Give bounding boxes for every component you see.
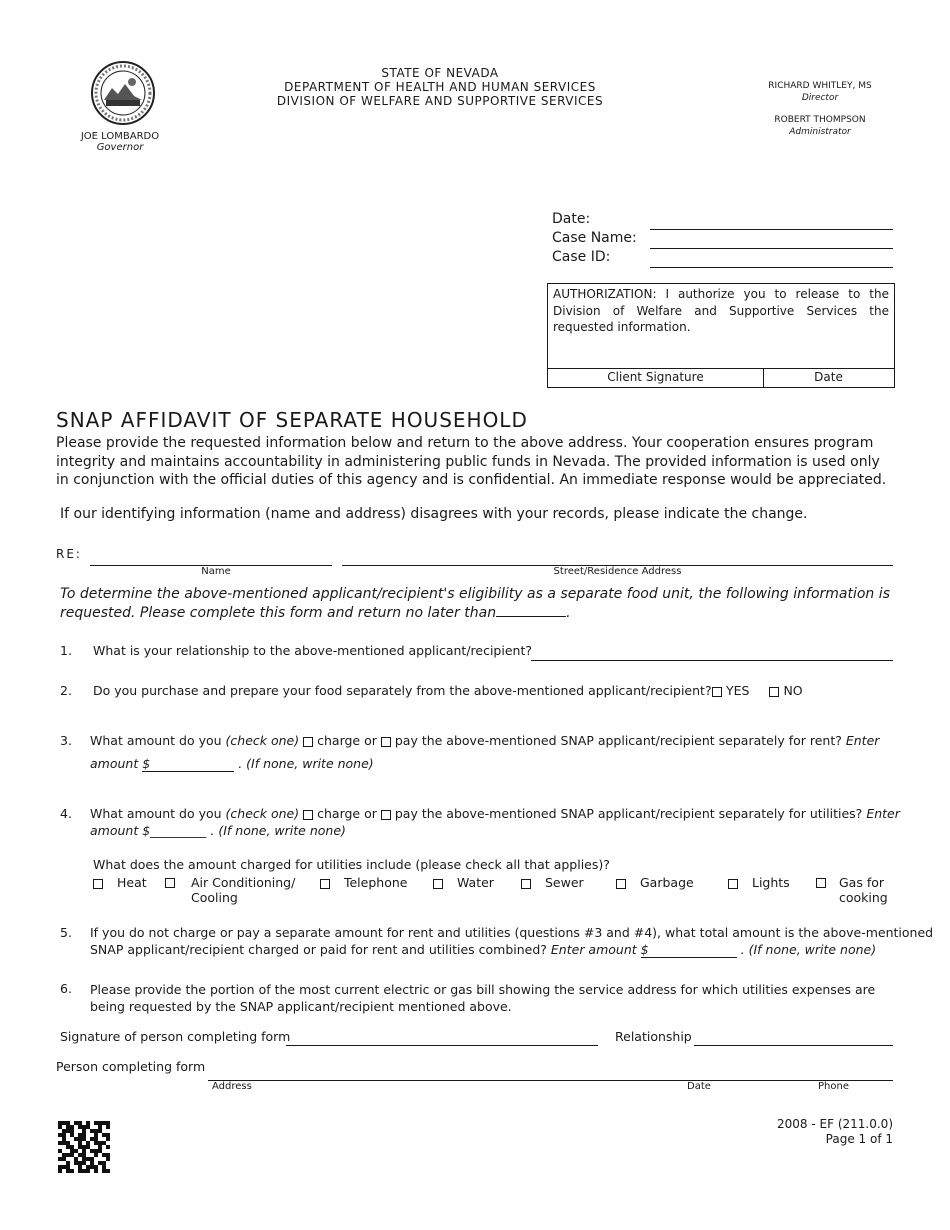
date-field[interactable] <box>650 229 893 230</box>
q4-pay-checkbox[interactable] <box>381 810 391 820</box>
q5-text-line1: If you do not charge or pay a separate amount for rent and utilities (questions #3 and #4), what total amount is the above-mentioned <box>90 925 934 940</box>
q6-text: Please provide the portion of the most current electric or gas bill showing the service address for which utilities expenses are being requested by the SNAP applicant/recipient mentioned above. <box>90 982 876 1014</box>
authorization-box <box>547 283 895 388</box>
utility-telephone-label: Telephone <box>343 875 408 890</box>
utility-water-checkbox[interactable] <box>433 879 443 889</box>
utility-ac-label: Air Conditioning/ Cooling <box>191 875 296 905</box>
q4-amount-label: amount <box>90 823 139 838</box>
form-number: 2008 - EF (211.0.0) <box>777 1117 893 1131</box>
header-department: DEPARTMENT OF HEALTH AND HUMAN SERVICES <box>284 80 596 94</box>
address-caption: Address <box>212 1081 252 1092</box>
utility-sewer-label: Sewer <box>544 875 584 890</box>
re-address-caption: Street/Residence Address <box>553 566 682 577</box>
q5-dollar: $ <box>640 942 649 957</box>
q3-none-note: . (If none, write none) <box>238 756 374 771</box>
date-caption: Date <box>687 1081 711 1092</box>
instruction-text: To determine the above-mentioned applicant/recipient's eligibility as a separate food unit, the following information is requested. Please complete this form and return no later than . <box>60 586 890 621</box>
utility-garbage-label: Garbage <box>639 875 694 890</box>
header-state: STATE OF NEVADA <box>381 66 499 80</box>
utility-gas-checkbox[interactable] <box>816 878 826 888</box>
director-title: Director <box>801 93 839 103</box>
q2-text: Do you purchase and prepare your food separately from the above-mentioned applicant/recipient? <box>93 683 712 698</box>
relationship-field[interactable] <box>694 1045 893 1046</box>
page-title: SNAP AFFIDAVIT OF SEPARATE HOUSEHOLD <box>56 408 528 432</box>
page-number: Page 1 of 1 <box>825 1132 893 1146</box>
q3-enter: Enter <box>845 733 880 748</box>
q5-text-line2: SNAP applicant/recipient charged or paid for rent and utilities combined? <box>90 942 547 957</box>
utility-water-label: Water <box>456 875 494 890</box>
q4-enter: Enter <box>866 806 900 821</box>
return-by-date-field[interactable] <box>496 604 566 617</box>
utility-ac-checkbox[interactable] <box>165 878 175 888</box>
q2-no-checkbox[interactable] <box>769 687 779 697</box>
q4-charge-label: charge or <box>317 806 377 821</box>
client-signature-field[interactable] <box>548 368 894 369</box>
auth-date-caption: Date <box>814 370 843 384</box>
utility-garbage-checkbox[interactable] <box>616 879 626 889</box>
governor-name: JOE LOMBARDO <box>80 131 160 142</box>
q2-number: 2. <box>60 683 72 698</box>
q4-pay-label: pay the above-mentioned SNAP applicant/recipient separately for utilities? <box>394 806 863 821</box>
q5-amount-field[interactable] <box>641 942 737 958</box>
case-name-field[interactable] <box>650 248 893 249</box>
q1-number: 1. <box>60 643 72 658</box>
q3-charge-label: charge or <box>317 733 377 748</box>
governor-title: Governor <box>96 142 144 153</box>
q1-text: What is your relationship to the above-mentioned applicant/recipient? <box>93 643 532 658</box>
utility-heat-label: Heat <box>116 875 147 890</box>
authorization-text: I authorize you to release to the Division of Welfare and Supportive Services the requested information. <box>553 287 889 334</box>
administrator-name: ROBERT THOMPSON <box>774 115 866 125</box>
q3-check-one: (check one) <box>225 733 300 748</box>
person-completing-label: Person completing form <box>56 1059 206 1074</box>
client-signature-caption: Client Signature <box>607 370 704 384</box>
form-barcode <box>58 1121 110 1173</box>
identifying-note: If our identifying information (name and address) disagrees with your records, please indicate the change. <box>60 506 808 522</box>
q3-charge-checkbox[interactable] <box>303 737 313 747</box>
q4-pre: What amount do you <box>90 806 222 821</box>
q3-amount-label: amount <box>90 756 139 771</box>
case-id-field[interactable] <box>650 267 893 268</box>
utilities-question: What does the amount charged for utilities include (please check all that applies)? <box>93 857 610 872</box>
q6-number: 6. <box>60 981 72 996</box>
utility-sewer-checkbox[interactable] <box>521 879 531 889</box>
utility-telephone-checkbox[interactable] <box>320 879 330 889</box>
q4-number: 4. <box>60 806 72 821</box>
q3-pre: What amount do you <box>90 733 222 748</box>
q4-amount-field[interactable]: $_________ <box>142 823 207 838</box>
authorization-lead: AUTHORIZATION: <box>553 287 657 301</box>
utility-heat-checkbox[interactable] <box>93 879 103 889</box>
q3-pay-checkbox[interactable] <box>381 737 391 747</box>
relationship-label: Relationship <box>615 1029 692 1044</box>
q4-charge-checkbox[interactable] <box>303 810 313 820</box>
utility-lights-label: Lights <box>751 875 790 890</box>
q4-none-note: . (If none, write none) <box>210 823 346 838</box>
q4-check-one: (check one) <box>225 806 300 821</box>
signature-label: Signature of person completing form <box>60 1029 291 1044</box>
signature-field[interactable] <box>286 1045 598 1046</box>
q2-yes-checkbox[interactable] <box>712 687 722 697</box>
q3-pay-label: pay the above-mentioned SNAP applicant/recipient separately for rent? <box>394 733 842 748</box>
intro-text: Please provide the requested information below and return to the above address. Your cooperation ensures program integrity and maintains accountability in administering public funds in Nevada. The provided information is used only in conjunction with the official duties of this agency and is confidential. An immediate response would be appreciated. <box>56 435 887 488</box>
q5-enter: Enter amount <box>550 942 637 957</box>
re-label: RE: <box>56 547 82 561</box>
utility-lights-checkbox[interactable] <box>728 879 738 889</box>
q5-none-note: . (If none, write none) <box>740 942 877 957</box>
q2-yes-label: YES <box>726 683 750 698</box>
q3-amount-field[interactable] <box>142 756 234 772</box>
state-seal <box>90 60 156 126</box>
q2-no-label: NO <box>783 683 803 698</box>
re-name-caption: Name <box>201 566 231 577</box>
utility-gas-label: Gas for cooking <box>839 875 888 905</box>
q5-number: 5. <box>60 925 72 940</box>
director-name: RICHARD WHITLEY, MS <box>768 81 872 91</box>
administrator-title: Administrator <box>789 127 851 137</box>
header-division: DIVISION OF WELFARE AND SUPPORTIVE SERVICES <box>276 94 604 108</box>
person-completing-field[interactable] <box>208 1080 893 1081</box>
date-label: Date: <box>552 211 591 227</box>
case-id-label: Case ID: <box>552 249 611 265</box>
q1-relationship-field[interactable] <box>531 660 893 661</box>
q3-dollar: $ <box>142 756 151 771</box>
case-name-label: Case Name: <box>552 230 637 246</box>
phone-caption: Phone <box>818 1081 849 1092</box>
q3-number: 3. <box>60 733 72 748</box>
